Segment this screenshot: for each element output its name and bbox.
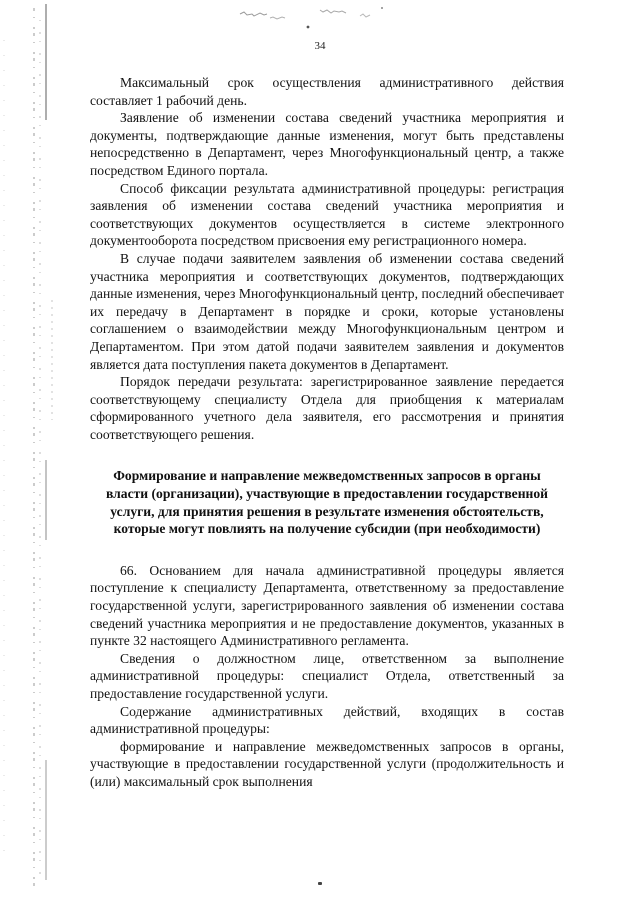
section-heading: Формирование и направление межведомственных запросов в органы власти (организации), участвующие в предоставлении государственной услуги, для принятия решения в результате изменения обстоятельств, которые могут повлиять на получение субсидии (при необходимости) xyxy=(106,468,548,537)
scan-edge-artifact xyxy=(0,0,60,905)
page-number: 34 xyxy=(314,40,326,52)
paragraph: 66. Основанием для начала административной процедуры является поступление к специалисту Департамента, ответственному за предоставление государственной услуги, зарегистрированного заявления об изменении состава сведений участника мероприятия и не предоставление документов, указанных в пункте 32 настоящего Административного регламента. xyxy=(90,562,564,649)
paragraph: Способ фиксации результата административной процедуры: регистрация заявления об изменении состава сведений участника мероприятия и соответствующих документов осуществляется в системе электронного документооборота посредством присвоения ему регистрационного номера. xyxy=(90,180,564,249)
paragraph: Порядок передачи результата: зарегистрированное заявление передается соответствующему специалисту Отдела для приобщения к материалам сформированного учетного дела заявителя, его рассмотрения и принятия соответствующего решения. xyxy=(90,374,564,442)
paragraph: В случае подачи заявителем заявления об изменении состава сведений участника мероприятия и соответствующих документов, подтверждающих данные изменения, через Многофункциональный центр, последний обеспечивает их передачу в Департамент в порядке и сроки, которые установлены соглашением о взаимодействии между Многофункциональным центром и Департаментом. При этом датой подачи заявителем заявления и документов является дата поступления пакета документов в Департамент. xyxy=(90,250,564,372)
paragraph: Сведения о должностном лице, ответственном за выполнение административной процедуры: специалист Отдела, ответственный за предоставление государственной услуги. xyxy=(90,650,564,701)
document-body xyxy=(90,74,564,791)
scan-speck xyxy=(318,882,322,885)
paragraph: Содержание административных действий, входящих в состав административной процедуры: xyxy=(90,703,564,737)
paragraph: Максимальный срок осуществления административного действия составляет 1 рабочий день. xyxy=(90,75,564,108)
paragraph: Заявление об изменении состава сведений участника мероприятия и документы, подтверждающие данные изменения, могут быть представлены непосредственно в Департамент, через Многофункциональный центр, а также посредством Единого портала. xyxy=(90,110,564,178)
scan-top-artifact xyxy=(210,0,430,32)
paragraph: формирование и направление межведомственных запросов в органы, участвующие в предоставлении государственной услуги (продолжительность и (или) максимальный срок выполнения xyxy=(90,738,564,789)
